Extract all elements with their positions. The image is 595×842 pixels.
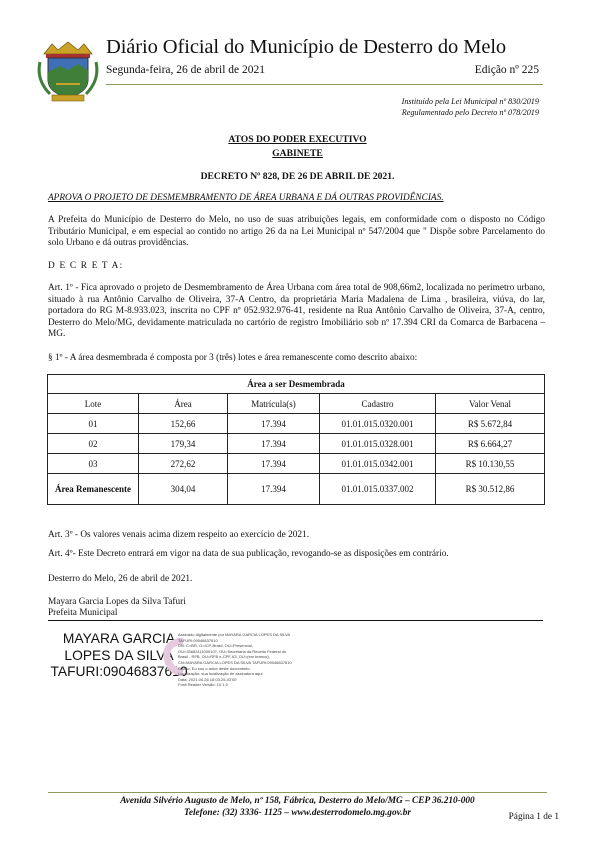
signature-detail-line: Razão: Eu sou o autor deste documento xyxy=(178,665,250,671)
regulated-by-note: Regulamentado pelo Decreto nº 078/2019 xyxy=(401,108,539,117)
table-cell: 17.394 xyxy=(228,454,320,474)
table-cell: 01.01.015.0342.001 xyxy=(320,454,436,474)
signature-detail-line: Data: 2021.04.26 16:03:25-03'00' xyxy=(178,676,238,682)
issue-date: Segunda-feira, 26 de abril de 2021 xyxy=(106,64,266,76)
signature-detail-line: CN=MAYARA GARCIA LOPES DA SILVA TAFURI:09046837610 xyxy=(178,659,292,665)
table-cell: R$ 5.672,84 xyxy=(436,414,545,434)
table-cell: R$ 6.664,27 xyxy=(436,434,545,454)
signature-detail-line: Foxit Reader Versão: 10.1.0 xyxy=(178,682,228,688)
signature-detail-line: Assinado digitalmente por MAYARA GARCIA LOPES DA SILVA xyxy=(178,632,291,637)
table-cell: 272,62 xyxy=(139,454,228,474)
signature-detail-line: DN: C=BR, O=ICP-Brasil, OU=Presencial, xyxy=(178,643,253,649)
table-cell: 01 xyxy=(48,414,139,434)
signature-detail-line: OU=33683111000107, OU=Secretaria da Receita Federal do xyxy=(178,648,287,654)
signature-name-line: MAYARA GARCIA xyxy=(62,631,176,646)
table-header-row xyxy=(48,394,545,414)
table-row xyxy=(48,474,545,505)
signature-detail-line: TAFURI:09046837610 xyxy=(178,637,218,643)
closing-place-date: Desterro do Melo, 26 de abril de 2021. xyxy=(48,574,193,584)
digital-signature-details xyxy=(178,632,292,688)
signature-detail-line: Localização: sua localização de assinatura aqui xyxy=(178,671,263,677)
table-cell: R$ 30.512,86 xyxy=(436,474,545,505)
table-row xyxy=(48,434,545,454)
table-cell: Área Remanescente xyxy=(48,474,139,505)
column-header: Cadastro xyxy=(320,394,436,414)
table-row xyxy=(48,454,545,474)
paragraph-1: § 1º - A área desmembrada é composta por 3 (três) lotes e área remanescente como descrito abaixo: xyxy=(48,353,418,363)
column-header: Área xyxy=(139,394,228,414)
table-cell: 01.01.015.0328.001 xyxy=(320,434,436,454)
table-cell: 304,04 xyxy=(139,474,228,505)
header-divider xyxy=(106,84,543,85)
table-cell: 03 xyxy=(48,454,139,474)
lots-table xyxy=(47,374,545,505)
table-caption: Área a ser Desmembrada xyxy=(48,375,545,394)
table-cell: 152,66 xyxy=(139,414,228,434)
section-heading: ATOS DO PODER EXECUTIVO xyxy=(228,134,367,145)
column-header: Valor Venal xyxy=(436,394,545,414)
signatory-role: Prefeita Municipal xyxy=(48,608,118,618)
subsection-heading: GABINETE xyxy=(272,148,323,159)
instituted-by-note: Instituído pela Lei Municipal nº 830/2019 xyxy=(401,97,539,106)
decree-ementa: APROVA O PROJETO DE DESMEMBRAMENTO DE ÁREA URBANA E DÁ OUTRAS PROVIDÊNCIAS. xyxy=(48,193,444,203)
table-cell: 17.394 xyxy=(228,474,320,505)
table-row xyxy=(48,414,545,434)
signature-divider xyxy=(48,620,543,621)
signature-name-line: LOPES DA SILVA xyxy=(64,647,174,663)
table-cell: 02 xyxy=(48,434,139,454)
table-cell: 01.01.015.0320.001 xyxy=(320,414,436,434)
column-header: Matrícula(s) xyxy=(228,394,320,414)
newspaper-title: Diário Oficial do Município de Desterro do Melo xyxy=(106,36,507,58)
decree-preamble: A Prefeita do Município de Desterro do Melo, no uso de suas atribuições legais, em conformidade com o disposto no Código Tributário Municipal, e em especial ao contido no artigo 26 da na Lei Municipal nº 547/2004 que " Dispõe sobre Parcelamento do solo Urbano e dá outras providências. xyxy=(48,215,545,249)
page-number: Página 1 de 1 xyxy=(508,812,559,822)
edition-number: Edição nº 225 xyxy=(474,64,539,76)
footer-divider xyxy=(48,792,547,793)
table-cell: 01.01.015.0337.002 xyxy=(320,474,436,505)
article-3: Art. 3º - Os valores venais acima dizem respeito ao exercício de 2021. xyxy=(48,530,310,540)
decree-title: DECRETO Nº 828, DE 26 DE ABRIL DE 2021. xyxy=(200,171,395,182)
signatory-name: Mayara Garcia Lopes da Silva Tafuri xyxy=(48,597,186,607)
decreta-heading: D E C R E T A: xyxy=(48,261,124,271)
article-1: Art. 1º - Fica aprovado o projeto de Desmembramento de Área Urbana com área total de 908,66m2, localizada no perímetro urbano, situado à rua Antônio Carvalho de Oliveira, 37-A Centro, da proprietária Maria Madalena de Lima , brasileira, viúva, do lar, portadora do RG M-8.933.023, inscrita no CPF nº 052.932.976-41, residente na Rua Antônio Carvalho de Oliveira, 37-A, centro, Desterro do Melo/MG, devidamente matriculada no cartório de registro Imobiliário sob nº 17.394 CRI da Comarca de Barbacena –MG. xyxy=(48,283,545,340)
article-4: Art. 4º- Este Decreto entrará em vigor na data de sua publicação, revogando-se as disposições em contrário. xyxy=(48,549,449,559)
footer-contact: Telefone: (32) 3336- 1125 – www.desterrodomelo.mg.gov.br xyxy=(184,808,411,818)
table-cell: R$ 10.130,55 xyxy=(436,454,545,474)
table-cell: 17.394 xyxy=(228,414,320,434)
column-header: Lote xyxy=(48,394,139,414)
table-cell: 179,34 xyxy=(139,434,228,454)
signature-detail-line: Brasil - RFB, OU=RFB e-CPF A3, OU=(em branco), xyxy=(178,654,270,660)
municipal-crest-icon xyxy=(36,40,100,102)
table-cell: 17.394 xyxy=(228,434,320,454)
footer-address: Avenida Silvério Augusto de Melo, nº 158, Fábrica, Desterro do Melo/MG – CEP 36.210-000 xyxy=(120,796,475,806)
signature-name-line: TAFURI:09046837610 xyxy=(50,664,188,680)
